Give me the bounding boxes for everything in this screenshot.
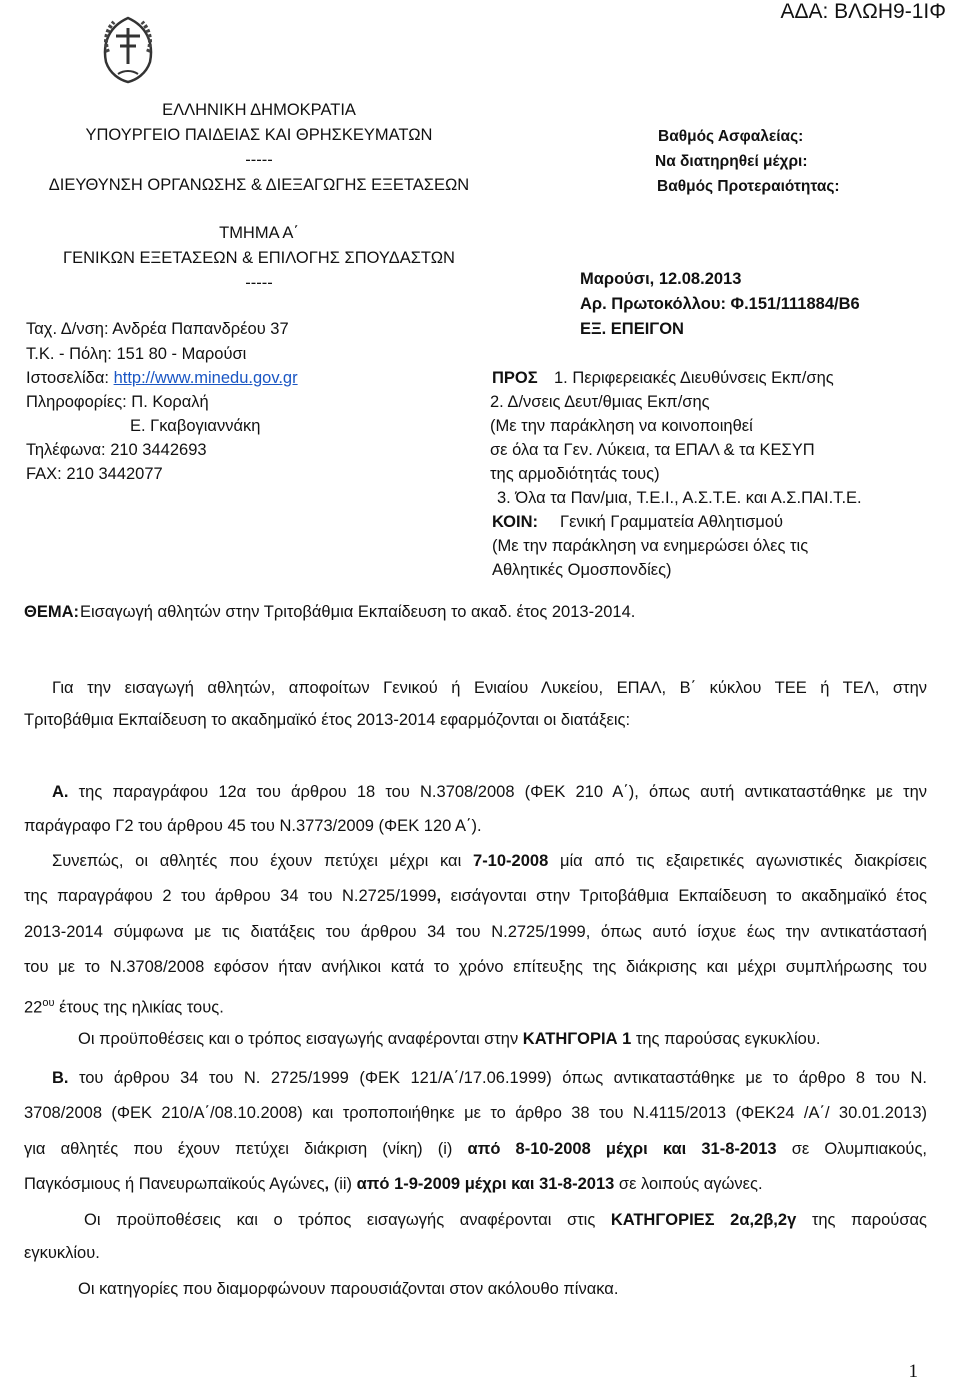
- provision-b-label: Β.: [52, 1069, 69, 1087]
- subject-text: Εισαγωγή αθλητών στην Τριτοβάθμια Εκπαίδευση το ακαδ. έτος 2013-2014.: [80, 603, 636, 621]
- provision-b-text-4a: Παγκόσμιους ή Πανευρωπαϊκούς Αγώνες: [24, 1175, 325, 1193]
- consequence-date: 7-10-2008: [473, 852, 549, 870]
- consequence-text-3: 2013-2014 σύμφωνα με τις διατάξεις του άρθρου 34 του Ν.2725/1999, όπως αυτό ίσχυε έως την αντικατάστασή: [24, 923, 927, 941]
- website-label: Ιστοσελίδα:: [26, 369, 114, 387]
- consequence-text-2b: εισάγονται στην Τριτοβάθμια Εκπαίδευση το ακαδημαϊκό έτος: [441, 887, 928, 905]
- consequence-text-1a: Συνεπώς, οι αθλητές που έχουν πετύχει μέχρι και: [52, 852, 474, 870]
- provision-b-line-2: [24, 1097, 927, 1129]
- provision-b-text-2: 3708/2008 (ΦΕΚ 210/Α΄/08.10.2008) και τροποποιήθηκε με το άρθρο 38 του Ν.4115/2013 (ΦΕΚ24 /Α΄/ 30.01.2013): [24, 1104, 927, 1122]
- header-directorate: ΔΙΕΥΘΥΝΣΗ ΟΡΓΑΝΩΣΗΣ & ΔΙΕΞΑΓΩΓΗΣ ΕΞΕΤΑΣΕΩΝ: [48, 176, 470, 194]
- consequence-line-4: [24, 951, 927, 983]
- info-contact-2: Ε. Γκαβογιαννάκη: [130, 417, 261, 435]
- consequence-line-1: [24, 845, 927, 877]
- greek-emblem-icon: [96, 12, 160, 84]
- recipients-label: ΠΡΟΣ: [492, 369, 538, 387]
- consequence-line-5: [24, 987, 927, 1024]
- security-level: Βαθμός Ασφαλείας:: [658, 128, 804, 145]
- category-1-text-b: της παρούσας εγκυκλίου.: [631, 1030, 821, 1048]
- postal-address: Ταχ. Δ/νση: Ανδρέα Παπανδρέου 37: [26, 320, 289, 338]
- provision-b-text-1: του άρθρου 34 του Ν. 2725/1999 (ΦΕΚ 121/Α΄/17.06.1999) όπως αντικαταστάθηκε με το άρθρο 8 του Ν.: [68, 1069, 927, 1087]
- category-1-text-a: Οι προϋποθέσεις και ο τρόπος εισαγωγής αναφέρονται στην: [78, 1030, 523, 1048]
- department-section: ΓΕΝΙΚΩΝ ΕΞΕΤΑΣΕΩΝ & ΕΠΙΛΟΓΗΣ ΣΠΟΥΔΑΣΤΩΝ: [63, 249, 455, 267]
- provision-b-line-1: [24, 1062, 927, 1094]
- category-2-line-1: [24, 1204, 927, 1236]
- provision-b-dates-2: από 1-9-2009 μέχρι και 31-8-2013: [356, 1175, 615, 1193]
- cc-note-1: (Με την παράκληση να ενημερώσει όλες τις: [492, 537, 809, 555]
- intro-line-1: [24, 672, 927, 704]
- consequence-age: 22: [24, 998, 43, 1017]
- category-2-names: ΚΑΤΗΓΟΡΙΕΣ 2α,2β,2γ: [610, 1211, 797, 1229]
- provision-b-comma: ,: [324, 1175, 330, 1193]
- consequence-text-1b: μία από τις εξαιρετικές αγωνιστικές διακρίσεις: [548, 852, 928, 870]
- recipient-3: 3. Όλα τα Παν/μια, Τ.Ε.Ι., Α.Σ.Τ.Ε. και Α.Σ.ΠΑΙ.Τ.Ε.: [497, 489, 862, 507]
- provision-b-text-3a: για αθλητές που έχουν πετύχει διάκριση (νίκη) (i): [24, 1140, 468, 1158]
- provision-a-line-1: [24, 776, 927, 808]
- consequence-line-2: [24, 880, 927, 912]
- recipient-2-note-2: σε όλα τα Γεν. Λύκεια, τα ΕΠΑΛ & τα ΚΕΣΥΠ: [490, 441, 815, 459]
- cc-note-2: Αθλητικές Ομοσπονδίες): [492, 561, 672, 579]
- consequence-text-4: του με το Ν.3708/2008 εφόσον ήταν ανήλικοι κατά το χρόνο επίτευξης της διάκρισης και μέχρι συμπλήρωσης του: [24, 958, 927, 976]
- consequence-text-2a: της παραγράφου 2 του άρθρου 34 του Ν.2725/1999: [24, 887, 437, 905]
- header-republic: ΕΛΛΗΝΙΚΗ ΔΗΜΟΚΡΑΤΙΑ: [162, 101, 356, 119]
- urgency-label: ΕΞ. ΕΠΕΙΓΟΝ: [580, 320, 684, 338]
- provision-a-text-1: της παραγράφου 12α του άρθρου 18 του Ν.3708/2008 (ΦΕΚ 210 Α΄), όπως αυτή αντικαταστάθηκε με την: [68, 783, 927, 801]
- provision-b-line-3: [24, 1133, 927, 1165]
- category-1-note: [78, 1030, 820, 1049]
- header-separator: -----: [245, 151, 273, 169]
- priority-level: Βαθμός Προτεραιότητας:: [657, 178, 840, 195]
- department-separator: -----: [245, 274, 273, 292]
- document-date: Μαρούσι, 12.08.2013: [580, 270, 742, 288]
- intro-text-2: Τριτοβάθμια Εκπαίδευση το ακαδημαϊκό έτος 2013-2014 εφαρμόζονται οι διατάξεις:: [24, 711, 631, 729]
- recipient-1: 1. Περιφερειακές Διευθύνσεις Εκπ/σης: [554, 369, 834, 387]
- postal-code: Τ.Κ. - Πόλη: 151 80 - Μαρούσι: [26, 345, 247, 363]
- intro-line-2: [24, 704, 927, 736]
- website-line: [26, 369, 298, 388]
- department-name: ΤΜΗΜΑ Α΄: [219, 224, 299, 242]
- category-1-name: ΚΑΤΗΓΟΡΙΑ 1: [522, 1030, 632, 1048]
- protocol-number: Αρ. Πρωτοκόλλου: Φ.151/111884/Β6: [580, 295, 860, 313]
- recipient-2: 2. Δ/νσεις Δευτ/θμιας Εκπ/σης: [490, 393, 710, 411]
- fax-number: FAX: 210 3442077: [26, 465, 163, 483]
- provision-b-text-4c: σε λοιπούς αγώνες.: [614, 1175, 763, 1193]
- provision-a-text-2: παράγραφο Γ2 του άρθρου 45 του Ν.3773/2009 (ΦΕΚ 120 Α΄).: [24, 817, 482, 835]
- category-2-text-b: της παρούσας: [796, 1211, 927, 1229]
- consequence-text-5: έτους της ηλικίας τους.: [54, 998, 224, 1017]
- recipient-2-note-3: της αρμοδιότητάς τους): [490, 465, 660, 483]
- consequence-comma: ,: [436, 887, 442, 905]
- intro-text-1: Για την εισαγωγή αθλητών, αποφοίτων Γενικού ή Ενιαίου Λυκείου, ΕΠΑΛ, Β΄ κύκλου ΤΕΕ ή ΤΕΛ, στην: [52, 679, 927, 697]
- provision-a-label: Α.: [52, 783, 69, 801]
- category-2-text-a: Οι προϋποθέσεις και ο τρόπος εισαγωγής αναφέρονται στις: [84, 1211, 611, 1229]
- recipient-2-note-1: (Με την παράκληση να κοινοποιηθεί: [490, 417, 753, 435]
- ministry-header: [24, 98, 494, 198]
- ada-code: ΑΔΑ: ΒΛΩΗ9-1ΙΦ: [780, 0, 946, 23]
- provision-b-line-4: [24, 1168, 927, 1200]
- phone-numbers: Τηλέφωνα: 210 3442693: [26, 441, 207, 459]
- page-number: 1: [908, 1361, 918, 1382]
- provision-a-line-2: [24, 810, 927, 842]
- provision-b-text-4b: (ii): [329, 1175, 357, 1193]
- provision-b-dates-1: από 8-10-2008 μέχρι και 31-8-2013: [467, 1140, 777, 1158]
- cc-label: ΚΟΙΝ:: [492, 513, 538, 531]
- website-link[interactable]: http://www.minedu.gov.gr: [113, 369, 298, 387]
- closing-sentence: Οι κατηγορίες που διαμορφώνουν παρουσιάζονται στον ακόλουθο πίνακα.: [78, 1280, 619, 1298]
- keep-until: Να διατηρηθεί μέχρι:: [655, 153, 808, 170]
- header-ministry: ΥΠΟΥΡΓΕΙΟ ΠΑΙΔΕΙΑΣ ΚΑΙ ΘΡΗΣΚΕΥΜΑΤΩΝ: [85, 126, 433, 144]
- cc-recipient: Γενική Γραμματεία Αθλητισμού: [560, 513, 784, 531]
- subject-label: ΘΕΜΑ:: [24, 603, 79, 621]
- department-header: [24, 221, 494, 296]
- provision-b-text-3b: σε Ολυμπιακούς,: [776, 1140, 927, 1158]
- consequence-line-3: [24, 916, 927, 948]
- info-contact-1: Πληροφορίες: Π. Κοραλή: [26, 393, 209, 411]
- category-2-line-2: εγκυκλίου.: [24, 1244, 100, 1262]
- consequence-age-suffix: ου: [42, 997, 55, 1009]
